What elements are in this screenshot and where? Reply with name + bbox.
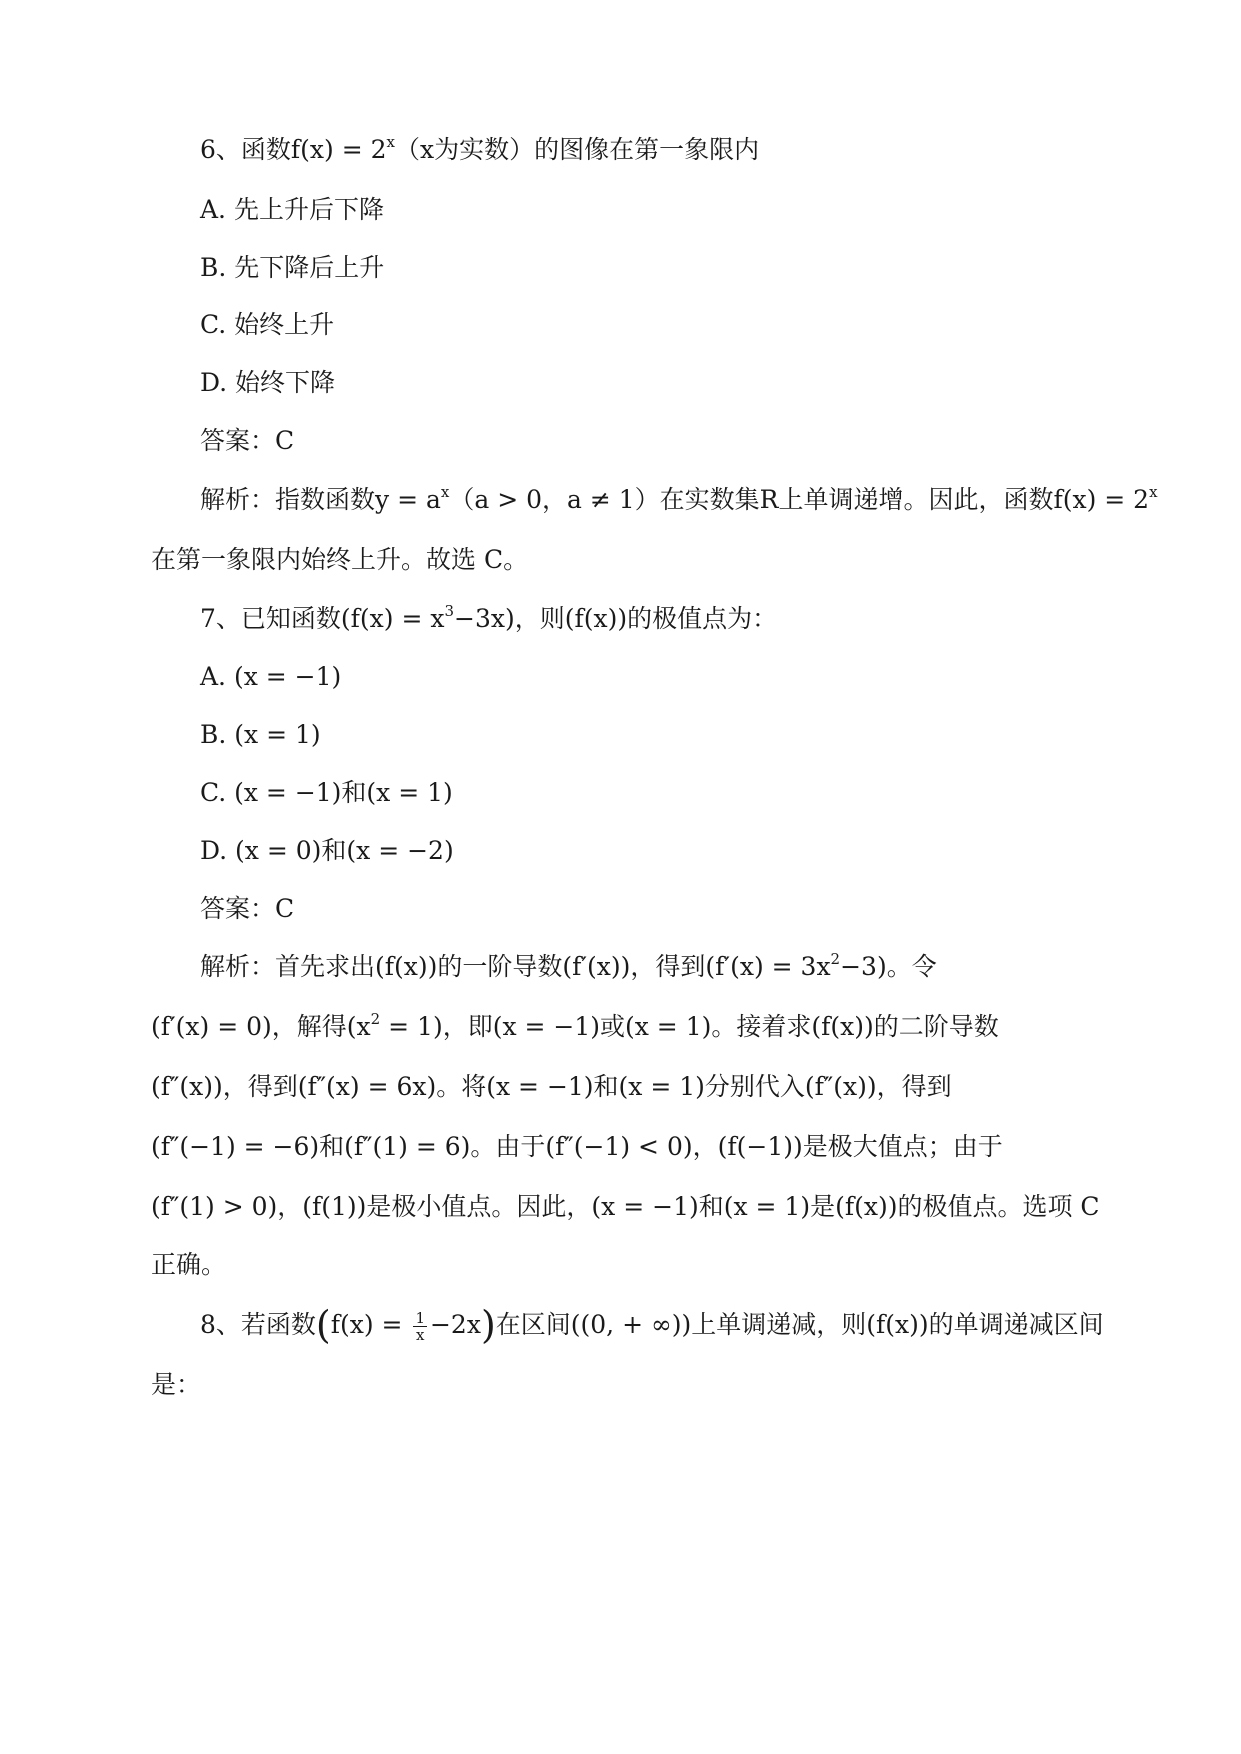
- fraction: $\frac{1}{x}$: [415, 1309, 425, 1344]
- q7-analysis-line-4: (f″(−1) = −6)和(f″(1) = 6)。由于(f″(−1) < 0)，(f(−1))是极大值点；由于: [151, 1132, 1003, 1161]
- q6-analysis-line-1: 解析：指数函数$y = a^x(a > 0$，a ≠ 1）在实数集R上单调递增。因此，函数$f(x) = 2^x$: [200, 483, 1158, 514]
- q7-option-a: A. (x = −1): [200, 662, 342, 691]
- q7-analysis-line-1: 解析：首先求出(f(x))的一阶导数(f′(x))，得到$(f'(x) = 3x^2-3)$。令: [200, 950, 937, 981]
- q6-option-c: C. 始终上升: [200, 310, 335, 339]
- q7-option-b: B. (x = 1): [200, 720, 321, 749]
- q8-stem-line-2: 是：: [151, 1370, 202, 1399]
- q7-option-d: D. (x = 0)和(x = −2): [200, 836, 454, 865]
- q8-stem: 8、若函数(f(x) = $\frac{1}{x}$ −2x)在区间((0, + ∞))上单调递减，则(f(x))的单调递减区间: [200, 1303, 1104, 1347]
- q7-stem: 7、已知函数$(f(x) = x^3-3x)$，则(f(x))的极值点为：: [200, 602, 778, 633]
- left-paren: (: [315, 1303, 331, 1347]
- q6-option-d: D. 始终下降: [200, 368, 336, 397]
- q7-analysis-line-3: (f″(x))，得到(f″(x) = 6x)。将(x = −1)和(x = 1)分别代入(f″(x))，得到: [151, 1072, 952, 1101]
- q7-analysis-line-6: 正确。: [151, 1250, 227, 1279]
- q7-analysis-line-2: (f′(x) = 0)，解得$(x^2 = 1)$，即(x = −1)或(x = 1)。接着求(f(x))的二阶导数: [151, 1010, 999, 1041]
- q6-option-b: B. 先下降后上升: [200, 253, 385, 282]
- q6-answer: 答案：C: [200, 426, 295, 455]
- q7-answer: 答案：C: [200, 894, 295, 923]
- right-paren: ): [480, 1303, 496, 1347]
- q6-analysis-line-2: 在第一象限内始终上升。故选 C。: [151, 545, 529, 574]
- q6-stem: 6、函数$f(x) = 2^x(x$为实数）的图像在第一象限内: [200, 133, 760, 164]
- q7-analysis-line-5: (f″(1) > 0)，(f(1))是极小值点。因此，(x = −1)和(x = 1)是(f(x))的极值点。选项 C: [151, 1192, 1100, 1221]
- q6-option-a: A. 先上升后下降: [200, 195, 384, 224]
- q7-option-c: C. (x = −1)和(x = 1): [200, 778, 453, 807]
